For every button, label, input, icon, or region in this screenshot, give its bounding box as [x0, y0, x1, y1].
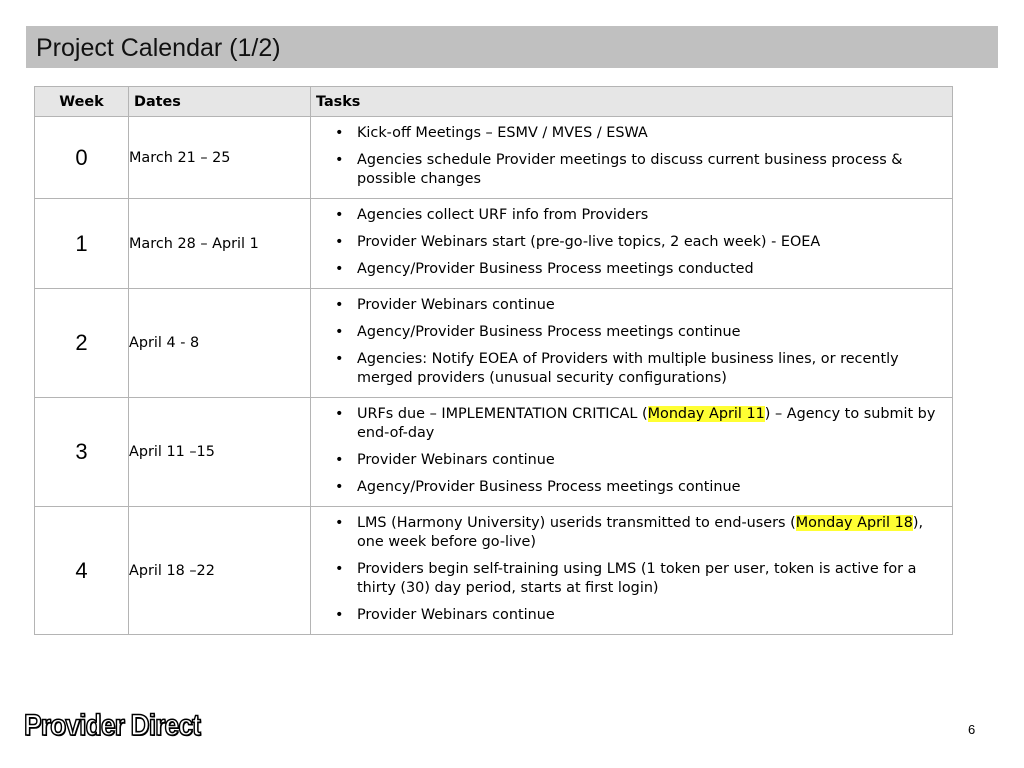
task-text: Agency/Provider Business Process meetings continue	[357, 479, 741, 495]
task-text: URFs due – IMPLEMENTATION CRITICAL (	[357, 406, 648, 422]
task-cell	[311, 117, 953, 199]
task-cell	[311, 199, 953, 289]
bullet-icon: •	[335, 406, 344, 422]
week-number: 0	[35, 117, 129, 199]
bullet-icon: •	[335, 261, 344, 277]
bullet-icon: •	[335, 351, 344, 367]
task-cell	[311, 398, 953, 507]
bullet-icon: •	[335, 207, 344, 223]
task-text: Provider Webinars continue	[357, 607, 555, 623]
task-text: Provider Webinars start (pre-go-live topics, 2 each week) - EOEA	[357, 234, 821, 250]
project-calendar-table	[34, 86, 953, 635]
task-text: Agencies collect URF info from Providers	[357, 207, 649, 223]
task-list	[311, 405, 952, 497]
slide-title: Project Calendar (1/2)	[26, 26, 998, 68]
week-number: 2	[35, 289, 129, 398]
task-text: ), one week before go-live)	[357, 515, 924, 550]
task-text: Agency/Provider Business Process meetings conducted	[357, 261, 754, 277]
week-number: 3	[35, 398, 129, 507]
task-item	[311, 560, 952, 598]
task-item	[311, 514, 952, 552]
task-text: Kick-off Meetings – ESMV / MVES / ESWA	[357, 125, 648, 141]
task-item	[311, 323, 952, 342]
header-week: Week	[35, 87, 129, 117]
task-list	[311, 514, 952, 625]
task-item	[311, 451, 952, 470]
date-range: April 4 - 8	[129, 289, 311, 398]
page-number: 6	[968, 722, 976, 737]
bullet-icon: •	[335, 234, 344, 250]
task-text: ) – Agency to submit by end-of-day	[357, 406, 936, 441]
task-item	[311, 151, 952, 189]
task-item	[311, 206, 952, 225]
highlighted-date: Monday April 18	[795, 515, 913, 531]
highlighted-date: Monday April 11	[647, 406, 765, 422]
task-item	[311, 260, 952, 279]
bullet-icon: •	[335, 324, 344, 340]
table-row	[35, 117, 953, 199]
task-item	[311, 405, 952, 443]
date-range: April 18 –22	[129, 507, 311, 635]
provider-direct-logo: Provider Direct	[24, 709, 201, 742]
task-text: LMS (Harmony University) userids transmitted to end-users (	[357, 515, 796, 531]
bullet-icon: •	[335, 125, 344, 141]
task-item	[311, 350, 952, 388]
bullet-icon: •	[335, 479, 344, 495]
bullet-icon: •	[335, 515, 344, 531]
bullet-icon: •	[335, 452, 344, 468]
task-item	[311, 478, 952, 497]
task-item	[311, 296, 952, 315]
header-tasks: Tasks	[311, 87, 953, 117]
task-item	[311, 124, 952, 143]
task-text: Provider Webinars continue	[357, 452, 555, 468]
table-row	[35, 289, 953, 398]
date-range: April 11 –15	[129, 398, 311, 507]
task-list	[311, 206, 952, 279]
bullet-icon: •	[335, 152, 344, 168]
task-text: Provider Webinars continue	[357, 297, 555, 313]
task-text: Providers begin self-training using LMS (1 token per user, token is active for a thirty (30) day period, starts at first login)	[357, 561, 917, 596]
task-cell	[311, 507, 953, 635]
table-row	[35, 507, 953, 635]
task-cell	[311, 289, 953, 398]
table-row	[35, 398, 953, 507]
bullet-icon: •	[335, 297, 344, 313]
task-list	[311, 296, 952, 388]
header-dates: Dates	[129, 87, 311, 117]
task-text: Agency/Provider Business Process meetings continue	[357, 324, 741, 340]
bullet-icon: •	[335, 607, 344, 623]
task-item	[311, 233, 952, 252]
bullet-icon: •	[335, 561, 344, 577]
table-header-row	[35, 87, 953, 117]
task-text: Agencies: Notify EOEA of Providers with multiple business lines, or recently merged providers (unusual security configurations)	[357, 351, 899, 386]
week-number: 4	[35, 507, 129, 635]
table-row	[35, 199, 953, 289]
date-range: March 21 – 25	[129, 117, 311, 199]
task-text: Agencies schedule Provider meetings to discuss current business process & possible changes	[357, 152, 903, 187]
date-range: March 28 – April 1	[129, 199, 311, 289]
week-number: 1	[35, 199, 129, 289]
task-list	[311, 124, 952, 189]
task-item	[311, 606, 952, 625]
